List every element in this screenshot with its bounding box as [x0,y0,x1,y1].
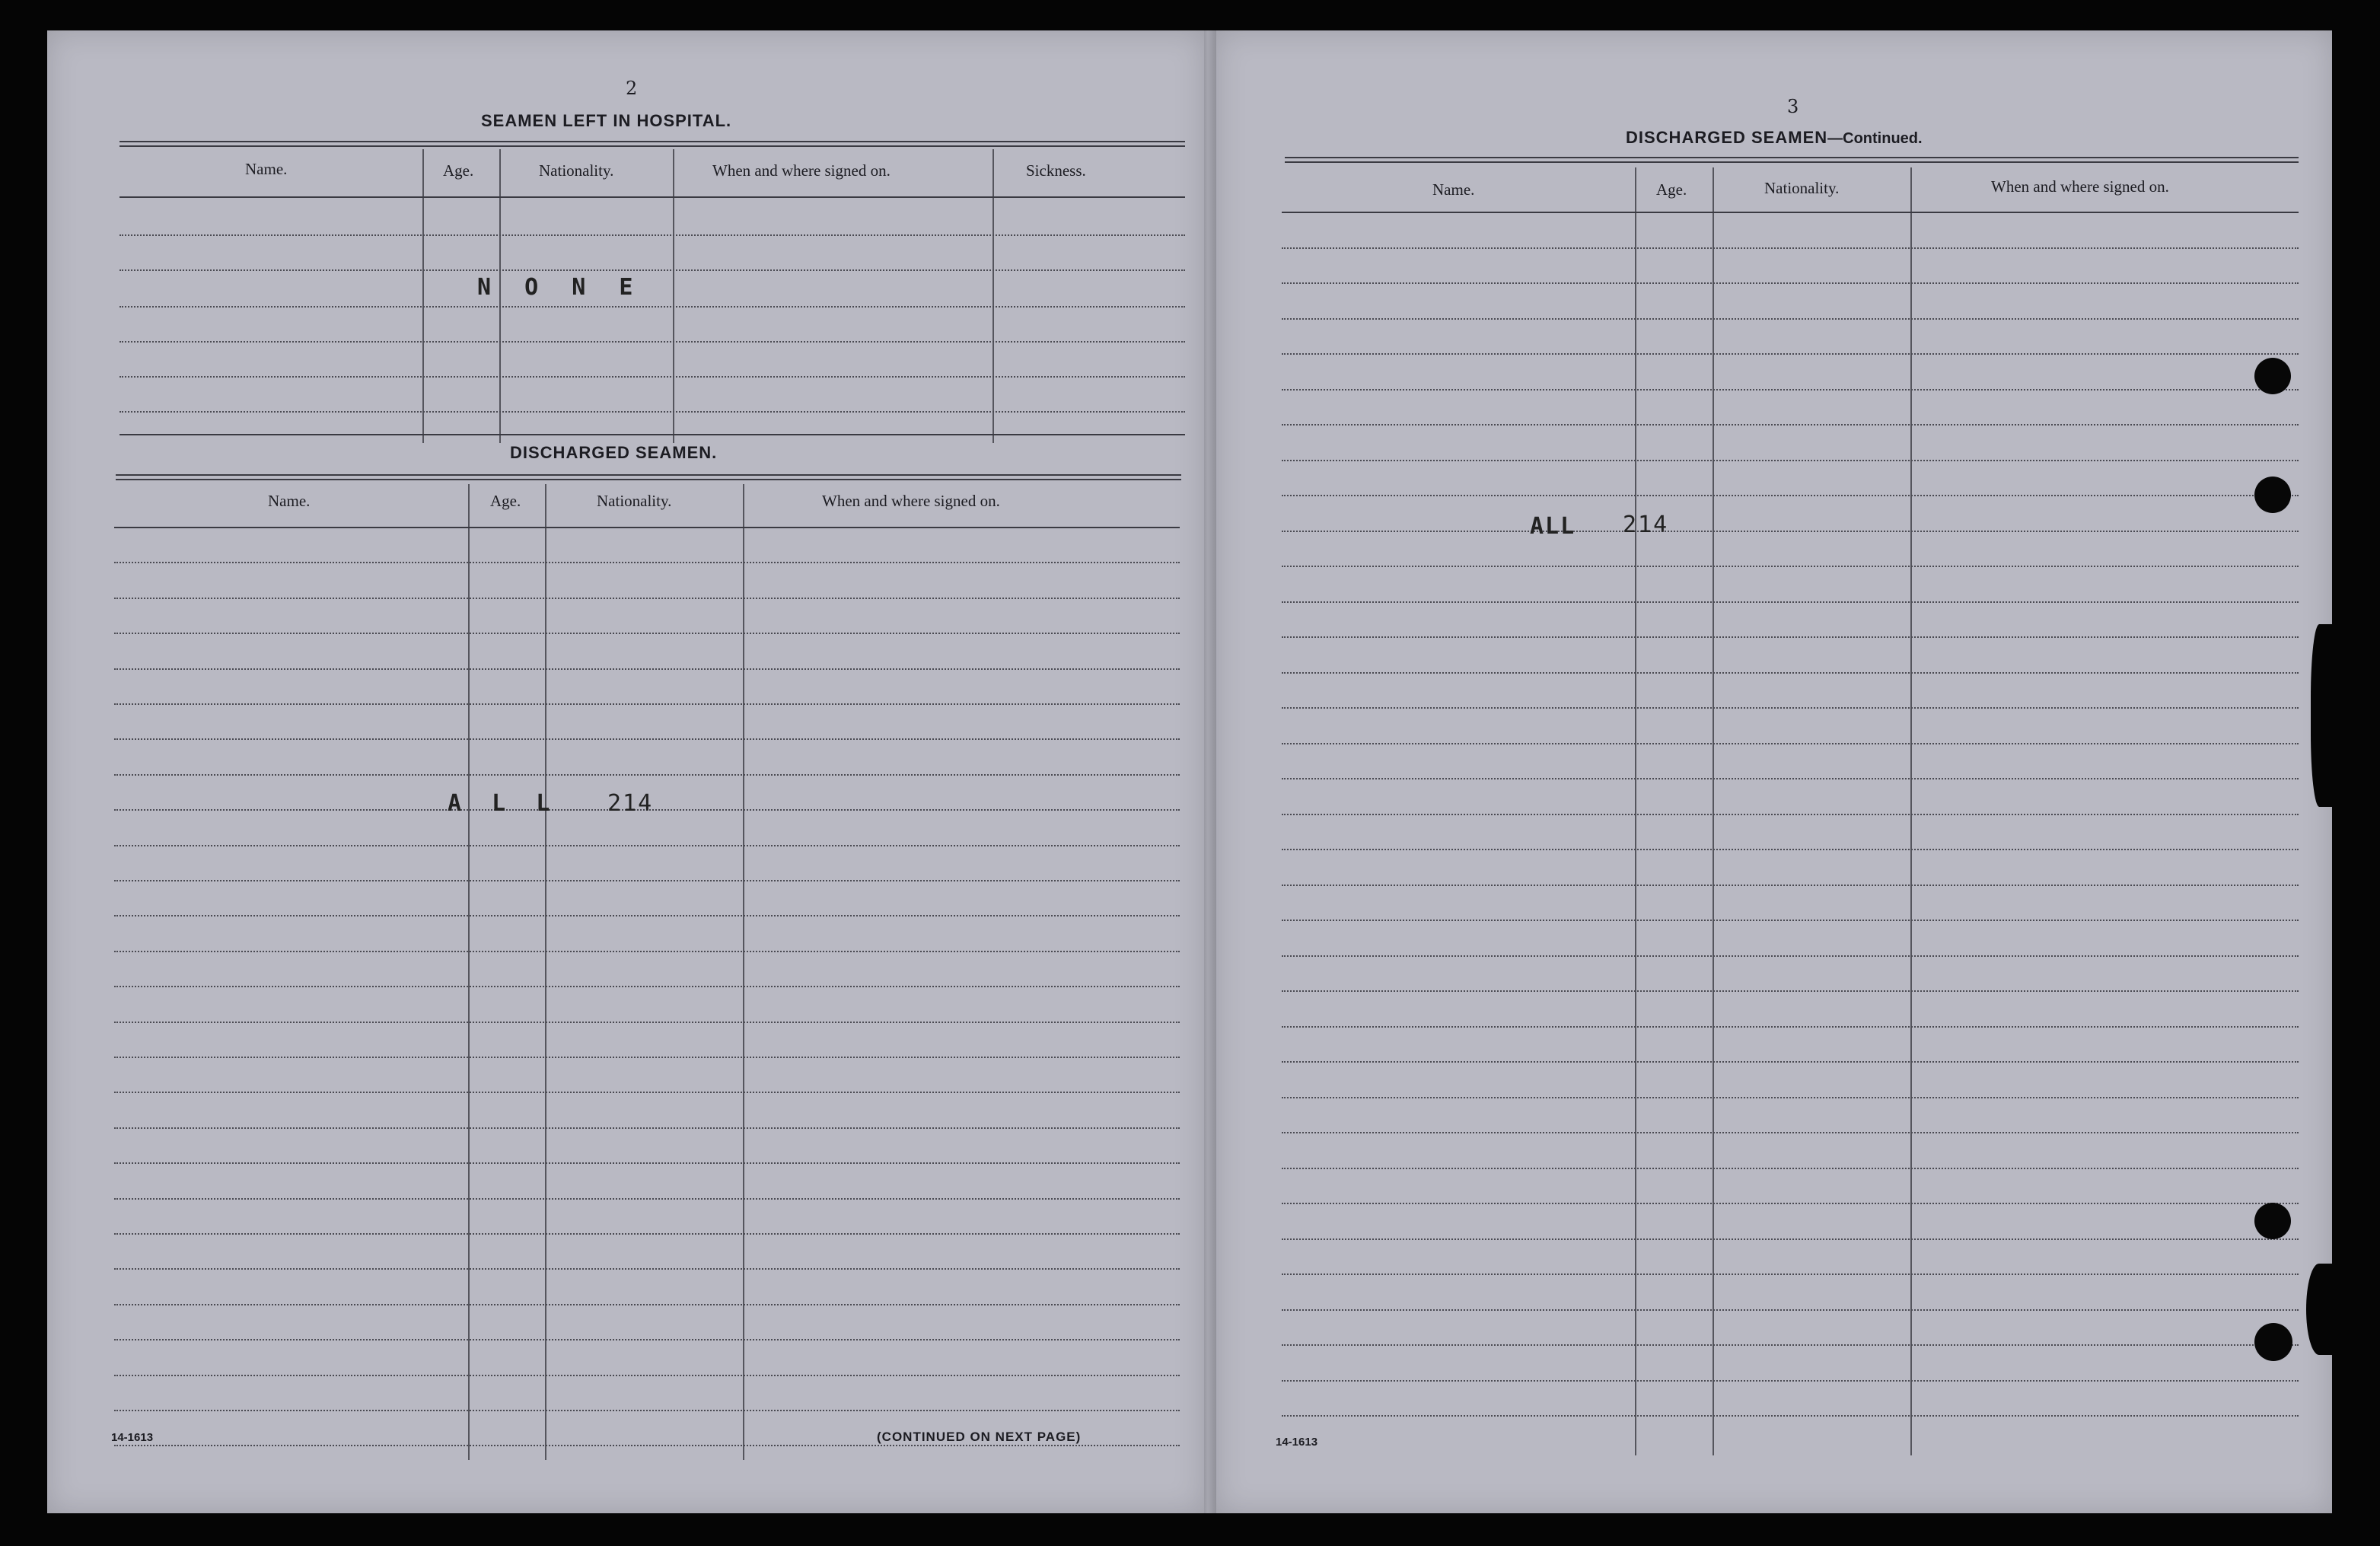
punch-hole [2254,1203,2291,1239]
typed-entry-none: N O N E [477,274,635,301]
punch-hole [2254,1323,2292,1361]
row-line [1282,636,2299,638]
row-line [1282,601,2299,603]
row-line [1282,566,2299,567]
row-line [1282,743,2299,744]
punch-hole [2254,358,2291,394]
discharged-section-title: DISCHARGED SEAMEN. [510,443,718,462]
row-line [114,1092,1180,1093]
row-line [1282,920,2299,921]
row-line [1282,353,2299,355]
column-header-sickness: Sickness. [1026,161,1086,180]
row-line [1282,1309,2299,1311]
rule [119,141,1185,142]
column-header-age: Age. [490,492,521,510]
column-divider [673,149,674,443]
row-line [114,703,1180,705]
row-line [119,196,1185,198]
title-suffix: —Continued. [1827,130,1923,147]
row-line [114,986,1180,987]
torn-edge [2306,1264,2332,1355]
column-header-nationality: Nationality. [597,492,672,510]
row-line [1282,1344,2299,1346]
rule [1285,157,2299,158]
row-line [1282,318,2299,320]
row-line [1282,531,2299,532]
rule [119,145,1185,147]
row-line [1282,212,2299,213]
row-line [114,1057,1180,1058]
column-header-signed-on: When and where signed on. [1991,177,2169,196]
torn-edge [2311,624,2332,807]
row-line [114,598,1180,599]
punch-hole [2254,477,2291,513]
form-number: 14-1613 [1276,1436,1318,1449]
row-line [1282,1026,2299,1028]
typed-entry-count: 214 [607,790,654,817]
row-line [114,915,1180,916]
column-header-age: Age. [1656,180,1687,199]
row-line [114,1022,1180,1023]
continued-note: (CONTINUED ON NEXT PAGE) [877,1430,1082,1444]
column-header-signed-on: When and where signed on. [822,492,1000,510]
row-line [114,562,1180,563]
row-line [119,411,1185,413]
column-header-age: Age. [443,161,474,180]
row-line [1282,282,2299,284]
row-line [1282,389,2299,390]
row-line [119,376,1185,378]
right-page [1216,30,2332,1513]
row-line [114,1445,1180,1446]
rule [116,479,1181,480]
column-divider [468,484,470,1460]
column-divider [743,484,744,1460]
title-main: DISCHARGED SEAMEN [1626,128,1828,147]
row-line [1282,672,2299,674]
row-line [114,633,1180,634]
row-line [119,341,1185,343]
row-line [1282,955,2299,957]
row-line [119,269,1185,271]
row-line [1282,1273,2299,1275]
row-line [114,880,1180,881]
page-number: 3 [1787,96,1799,117]
typed-entry-all: A L L [448,790,552,817]
column-header-nationality: Nationality. [539,161,614,180]
row-line [1282,778,2299,779]
row-line [114,738,1180,740]
row-line [114,668,1180,670]
left-page [47,30,1204,1513]
row-line [119,234,1185,236]
rule [1285,161,2299,163]
row-line [114,845,1180,846]
row-line [1282,814,2299,815]
row-line [1282,247,2299,249]
row-line [119,306,1185,308]
row-line [114,1127,1180,1129]
discharged-continued-title [1626,128,1923,148]
row-line [1282,1203,2299,1204]
column-divider [1635,167,1636,1455]
row-line [1282,1168,2299,1169]
row-line [114,1198,1180,1200]
column-header-signed-on: When and where signed on. [712,161,891,180]
row-line [1282,990,2299,992]
row-line [1282,424,2299,426]
row-line [1282,460,2299,461]
hospital-section-title: SEAMEN LEFT IN HOSPITAL. [481,111,732,130]
row-line [1282,1061,2299,1063]
rule [116,474,1181,476]
form-number: 14-1613 [111,1431,154,1444]
row-line [1282,707,2299,709]
typed-entry-count: 214 [1623,512,1669,538]
row-line [1282,849,2299,850]
row-line [114,1233,1180,1235]
row-line [1282,1380,2299,1382]
row-line [114,1304,1180,1305]
row-line [1282,495,2299,496]
row-line [114,1268,1180,1270]
row-line [1282,885,2299,886]
row-line [114,774,1180,776]
column-header-nationality: Nationality. [1764,179,1840,197]
page-number: 2 [626,78,638,99]
row-line [1282,1132,2299,1133]
column-header-name: Name. [1432,180,1475,199]
column-divider [545,484,546,1460]
row-line [1282,1097,2299,1098]
typed-entry-all: ALL [1530,513,1576,540]
row-line [1282,1238,2299,1240]
row-line [1282,1415,2299,1417]
row-line [114,527,1180,528]
row-line [114,1375,1180,1376]
column-divider [992,149,994,443]
row-line [119,434,1185,435]
column-divider [422,149,424,443]
column-divider [1713,167,1714,1455]
row-line [114,1162,1180,1164]
column-header-name: Name. [268,492,311,510]
row-line [114,951,1180,952]
row-line [114,1410,1180,1411]
row-line [114,1339,1180,1340]
column-divider [1910,167,1912,1455]
column-header-name: Name. [245,160,288,178]
